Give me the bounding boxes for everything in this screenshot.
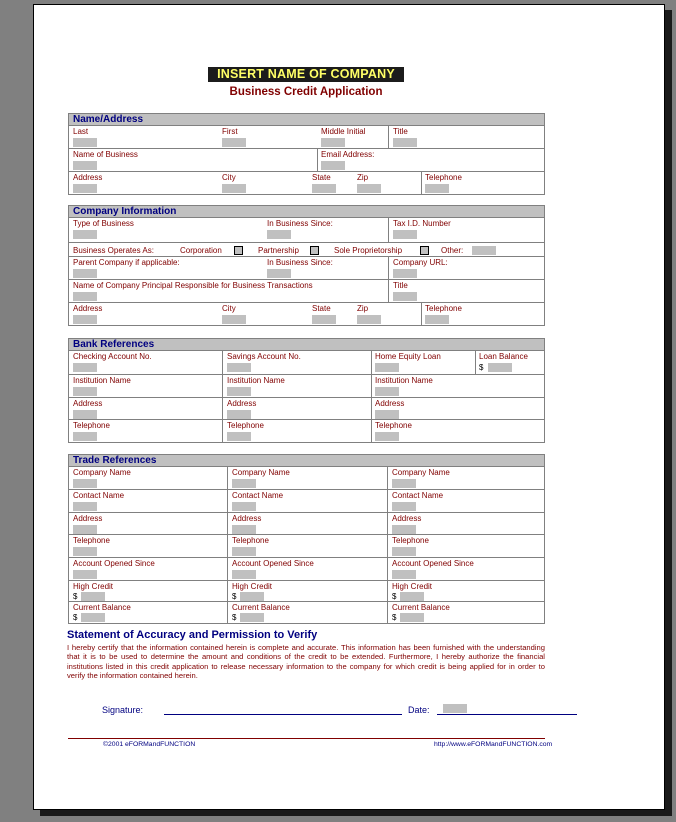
home-equity-input[interactable] <box>375 363 399 372</box>
in-business-since-input[interactable] <box>267 230 291 239</box>
field-label: Other: <box>441 246 464 255</box>
divider <box>387 513 388 534</box>
table-row <box>69 374 544 397</box>
table-row <box>69 256 544 279</box>
field-label: Address <box>73 173 103 182</box>
field-label: High Credit <box>232 582 273 591</box>
field-label: Telephone <box>425 304 462 313</box>
field-label: Email Address: <box>321 150 375 159</box>
tax-id-input[interactable] <box>393 230 417 239</box>
other-input[interactable] <box>472 246 496 255</box>
checking-account-input[interactable] <box>73 363 97 372</box>
trade-address-input[interactable] <box>232 525 256 534</box>
section-header: Trade References <box>68 454 545 467</box>
trade-company-input[interactable] <box>73 479 97 488</box>
section-name-address <box>68 113 545 195</box>
trade-contact-input[interactable] <box>392 502 416 511</box>
field-label: Company Name <box>73 468 131 477</box>
business-name-input[interactable] <box>73 161 97 170</box>
statement-title: Statement of Accuracy and Permission to Verify <box>67 629 318 641</box>
high-credit-input[interactable] <box>240 592 264 601</box>
field-label: Account Opened Since <box>392 559 474 568</box>
footer-divider <box>68 738 545 739</box>
state-input[interactable] <box>312 184 336 193</box>
bank-telephone-input[interactable] <box>73 432 97 441</box>
trade-contact-input[interactable] <box>232 502 256 511</box>
field-label: Institution Name <box>227 376 285 385</box>
table-row <box>69 601 544 623</box>
principal-name-input[interactable] <box>73 292 97 301</box>
field-label: City <box>222 173 236 182</box>
company-zip-input[interactable] <box>357 315 381 324</box>
company-state-input[interactable] <box>312 315 336 324</box>
divider <box>387 602 388 623</box>
field-label: Contact Name <box>73 491 125 500</box>
table-row <box>69 557 544 580</box>
principal-title-input[interactable] <box>393 292 417 301</box>
trade-company-input[interactable] <box>232 479 256 488</box>
field-label: First <box>222 127 238 136</box>
section-trade-references <box>68 454 545 624</box>
field-label: Address <box>227 399 257 408</box>
divider <box>388 218 389 242</box>
divider <box>387 581 388 601</box>
currency-symbol: $ <box>392 613 397 622</box>
divider <box>387 535 388 557</box>
date-label: Date: <box>408 705 430 715</box>
type-of-business-input[interactable] <box>73 230 97 239</box>
current-balance-input[interactable] <box>81 613 105 622</box>
table-row <box>69 580 544 601</box>
bank-telephone-input[interactable] <box>375 432 399 441</box>
divider <box>227 490 228 512</box>
currency-symbol: $ <box>73 592 78 601</box>
field-label: Address <box>73 304 103 313</box>
divider <box>227 558 228 580</box>
company-address-input[interactable] <box>73 315 97 324</box>
table-row <box>69 467 544 489</box>
field-label: Type of Business <box>73 219 134 228</box>
divider <box>475 351 476 374</box>
divider <box>388 280 389 302</box>
divider <box>371 351 372 374</box>
company-name-banner[interactable]: INSERT NAME OF COMPANY <box>208 67 404 82</box>
field-label: Telephone <box>375 421 412 430</box>
field-label: High Credit <box>392 582 433 591</box>
divider <box>227 602 228 623</box>
divider <box>388 126 389 148</box>
trade-contact-input[interactable] <box>73 502 97 511</box>
field-label: Corporation <box>180 246 222 255</box>
field-label: Loan Balance <box>479 352 528 361</box>
divider <box>371 398 372 419</box>
field-label: Company Name <box>392 468 450 477</box>
field-label: Business Operates As: <box>73 246 154 255</box>
field-label: Zip <box>357 304 369 313</box>
currency-symbol: $ <box>392 592 397 601</box>
date-line <box>437 714 577 715</box>
trade-address-input[interactable] <box>392 525 416 534</box>
divider <box>222 398 223 419</box>
field-label: City <box>222 304 236 313</box>
current-balance-input[interactable] <box>240 613 264 622</box>
institution-name-input[interactable] <box>375 387 399 396</box>
address-input[interactable] <box>73 184 97 193</box>
divider <box>227 467 228 489</box>
title-input[interactable] <box>393 138 417 147</box>
currency-symbol: $ <box>232 592 237 601</box>
divider <box>222 420 223 442</box>
table-row <box>69 148 544 171</box>
trade-address-input[interactable] <box>73 525 97 534</box>
section-header: Company Information <box>68 205 545 218</box>
sole-proprietorship-checkbox[interactable] <box>420 246 429 255</box>
divider <box>371 375 372 397</box>
section-header: Name/Address <box>68 113 545 126</box>
field-label: Institution Name <box>73 376 131 385</box>
field-label: Contact Name <box>392 491 444 500</box>
parent-in-business-since-input[interactable] <box>267 269 291 278</box>
section-company-information <box>68 205 545 326</box>
bank-telephone-input[interactable] <box>227 432 251 441</box>
last-name-input[interactable] <box>73 138 97 147</box>
footer-copyright: ©2001 eFORMandFUNCTION <box>103 741 196 748</box>
divider <box>222 375 223 397</box>
first-name-input[interactable] <box>222 138 246 147</box>
table-row <box>69 171 544 194</box>
table-row <box>69 242 544 256</box>
field-label: Telephone <box>425 173 462 182</box>
divider <box>387 490 388 512</box>
field-label: State <box>312 304 331 313</box>
statement-text: I hereby certify that the information contained herein is complete and accurate. This information has been furnished with the understanding that it is to be used to determine the amount and conditions of the credit to be extended. Furthermore, I hereby authorize the financial institutions listed in this credit application to release necessary information to the company for which credit is being applied for in order to verify the information contained herein. <box>67 643 545 680</box>
section-bank-references <box>68 338 545 443</box>
divider <box>387 467 388 489</box>
table-row <box>69 126 544 148</box>
field-label: Telephone <box>232 536 269 545</box>
footer-url[interactable]: http://www.eFORMandFUNCTION.com <box>434 741 553 748</box>
account-opened-input[interactable] <box>392 570 416 579</box>
field-label: In Business Since: <box>267 258 333 267</box>
field-label: Tax I.D. Number <box>393 219 451 228</box>
divider <box>317 149 318 171</box>
table-row <box>69 397 544 419</box>
field-label: High Credit <box>73 582 114 591</box>
field-label: Middle Initial <box>321 127 366 136</box>
currency-symbol: $ <box>73 613 78 622</box>
divider <box>222 351 223 374</box>
telephone-input[interactable] <box>425 184 449 193</box>
company-telephone-input[interactable] <box>425 315 449 324</box>
table-row <box>69 218 544 242</box>
divider <box>387 558 388 580</box>
field-label: Address <box>375 399 405 408</box>
account-opened-input[interactable] <box>232 570 256 579</box>
bank-address-input[interactable] <box>375 410 399 419</box>
table-row <box>69 489 544 512</box>
divider <box>421 303 422 325</box>
table-row <box>69 279 544 302</box>
field-label: Institution Name <box>375 376 433 385</box>
section-header: Bank References <box>68 338 545 351</box>
table-row <box>69 351 544 374</box>
field-label: Name of Company Principal Responsible for Business Transactions <box>73 281 313 290</box>
table-row <box>69 302 544 325</box>
company-city-input[interactable] <box>222 315 246 324</box>
trade-telephone-input[interactable] <box>232 547 256 556</box>
institution-name-input[interactable] <box>227 387 251 396</box>
savings-account-input[interactable] <box>227 363 251 372</box>
field-label: Account Opened Since <box>73 559 155 568</box>
partnership-checkbox[interactable] <box>310 246 319 255</box>
table-row <box>69 512 544 534</box>
field-label: Company Name <box>232 468 290 477</box>
field-label: Telephone <box>73 536 110 545</box>
table-row <box>69 419 544 442</box>
field-label: Parent Company if applicable: <box>73 258 180 267</box>
field-label: Current Balance <box>73 603 131 612</box>
field-label: Account Opened Since <box>232 559 314 568</box>
field-label: Address <box>392 514 422 523</box>
field-label: Telephone <box>392 536 429 545</box>
high-credit-input[interactable] <box>400 592 424 601</box>
field-label: Address <box>73 514 103 523</box>
field-label: Current Balance <box>232 603 290 612</box>
divider <box>227 535 228 557</box>
form-title: Business Credit Application <box>229 86 383 98</box>
field-label: Home Equity Loan <box>375 352 441 361</box>
field-label: Current Balance <box>392 603 450 612</box>
field-label: Name of Business <box>73 150 138 159</box>
divider <box>421 172 422 194</box>
field-label: Company URL: <box>393 258 448 267</box>
field-label: State <box>312 173 331 182</box>
currency-symbol: $ <box>479 363 484 372</box>
field-label: Savings Account No. <box>227 352 301 361</box>
signature-line[interactable] <box>164 714 402 715</box>
trade-telephone-input[interactable] <box>392 547 416 556</box>
bank-address-input[interactable] <box>73 410 97 419</box>
trade-company-input[interactable] <box>392 479 416 488</box>
loan-balance-input[interactable] <box>488 363 512 372</box>
institution-name-input[interactable] <box>73 387 97 396</box>
bank-address-input[interactable] <box>227 410 251 419</box>
field-label: In Business Since: <box>267 219 333 228</box>
field-label: Last <box>73 127 89 136</box>
corporation-checkbox[interactable] <box>234 246 243 255</box>
currency-symbol: $ <box>232 613 237 622</box>
company-url-input[interactable] <box>393 269 417 278</box>
account-opened-input[interactable] <box>73 570 97 579</box>
field-label: Telephone <box>227 421 264 430</box>
field-label: Sole Proprietorship <box>334 246 403 255</box>
table-row <box>69 534 544 557</box>
field-label: Contact Name <box>232 491 284 500</box>
high-credit-input[interactable] <box>81 592 105 601</box>
field-label: Title <box>393 281 408 290</box>
middle-initial-input[interactable] <box>321 138 345 147</box>
field-label: Address <box>73 399 103 408</box>
field-label: Partnership <box>258 246 299 255</box>
field-label: Title <box>393 127 408 136</box>
email-input[interactable] <box>321 161 345 170</box>
field-label: Telephone <box>73 421 110 430</box>
city-input[interactable] <box>222 184 246 193</box>
divider <box>388 257 389 279</box>
field-label: Checking Account No. <box>73 352 152 361</box>
trade-telephone-input[interactable] <box>73 547 97 556</box>
field-label: Address <box>232 514 262 523</box>
field-label: Zip <box>357 173 369 182</box>
parent-company-input[interactable] <box>73 269 97 278</box>
divider <box>227 513 228 534</box>
date-input[interactable] <box>443 704 467 713</box>
signature-label: Signature: <box>102 705 144 715</box>
current-balance-input[interactable] <box>400 613 424 622</box>
divider <box>371 420 372 442</box>
divider <box>227 581 228 601</box>
zip-input[interactable] <box>357 184 381 193</box>
